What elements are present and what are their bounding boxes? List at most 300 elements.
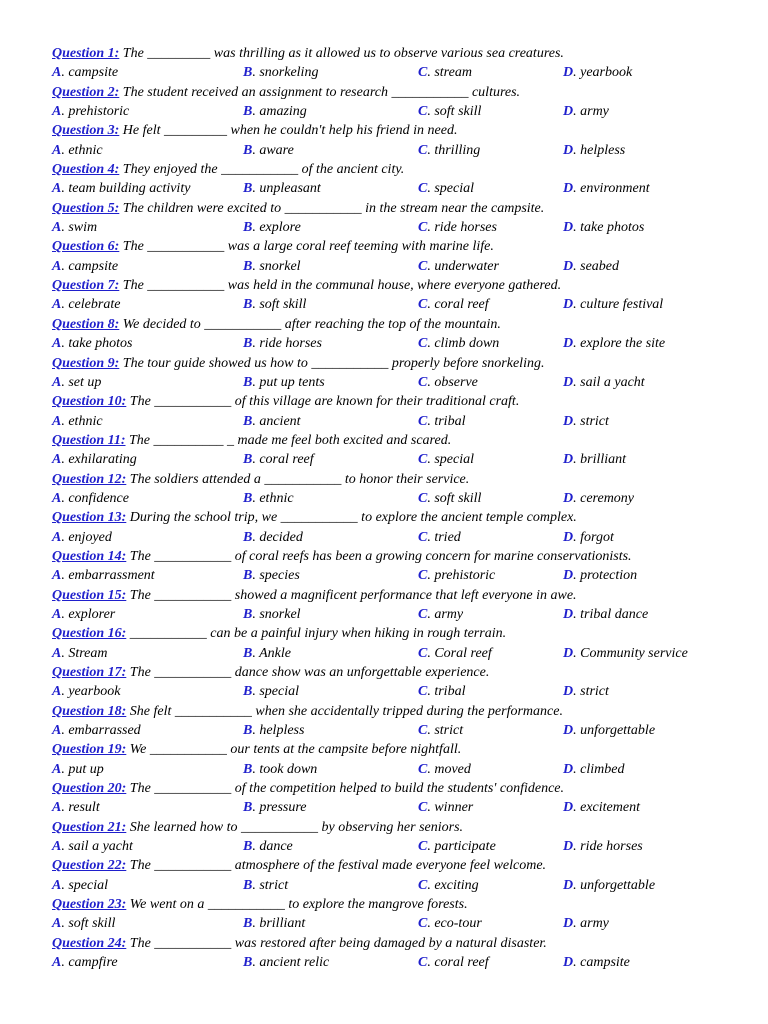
question-stem xyxy=(0,237,768,256)
option-dot: . xyxy=(252,606,260,622)
option-b xyxy=(243,837,293,856)
option-c xyxy=(418,914,482,933)
option-text: explore the site xyxy=(580,336,666,352)
question-item xyxy=(0,276,768,315)
option-letter: A xyxy=(52,220,62,236)
option-letter: C xyxy=(418,413,428,429)
question-number: Question 17: xyxy=(52,665,127,680)
option-dot: . xyxy=(61,568,69,584)
option-letter: B xyxy=(243,877,253,893)
option-text: ancient xyxy=(259,413,301,429)
option-letter: C xyxy=(418,877,428,893)
option-dot: . xyxy=(427,839,435,855)
option-b xyxy=(243,798,307,817)
option-letter: B xyxy=(243,916,253,932)
question-text: During the school trip, we ___________ to explore the ancient temple complex. xyxy=(129,510,577,526)
option-letter: C xyxy=(418,645,428,661)
option-b xyxy=(243,141,294,160)
answer-options xyxy=(0,837,768,856)
option-letter: C xyxy=(418,336,428,352)
option-dot: . xyxy=(573,723,581,739)
answer-options xyxy=(0,179,768,198)
option-letter: D xyxy=(563,374,574,390)
option-text: climbed xyxy=(580,761,625,777)
question-item xyxy=(0,199,768,238)
answer-options xyxy=(0,721,768,740)
question-text: We went on a ___________ to explore the mangrove forests. xyxy=(129,897,468,913)
option-dot: . xyxy=(252,65,260,81)
question-item xyxy=(0,392,768,431)
option-text: helpless xyxy=(259,723,305,739)
option-text: amazing xyxy=(259,104,307,120)
option-dot: . xyxy=(427,684,435,700)
option-dot: . xyxy=(427,258,435,274)
option-letter: B xyxy=(243,65,253,81)
answer-options xyxy=(0,373,768,392)
option-c xyxy=(418,179,474,198)
option-dot: . xyxy=(573,955,581,971)
option-dot: . xyxy=(573,297,581,313)
option-letter: A xyxy=(52,684,62,700)
option-letter: C xyxy=(418,955,428,971)
question-number: Question 22: xyxy=(52,858,127,874)
option-text: campfire xyxy=(68,955,118,971)
option-letter: D xyxy=(563,220,574,236)
option-letter: D xyxy=(563,65,574,81)
question-item xyxy=(0,354,768,393)
option-text: strict xyxy=(434,723,464,739)
option-letter: C xyxy=(418,761,428,777)
option-dot: . xyxy=(252,529,260,545)
option-text: eco-tour xyxy=(434,916,482,932)
question-item xyxy=(0,702,768,741)
option-dot: . xyxy=(427,104,435,120)
option-d xyxy=(563,179,650,198)
option-dot: . xyxy=(61,684,69,700)
option-text: protection xyxy=(580,568,638,584)
question-item xyxy=(0,160,768,199)
question-stem xyxy=(0,44,768,63)
question-text: The tour guide showed us how to ___________ properly before snorkeling. xyxy=(122,355,545,371)
question-item xyxy=(0,470,768,509)
option-letter: B xyxy=(243,413,253,429)
question-stem xyxy=(0,276,768,295)
option-dot: . xyxy=(61,374,69,390)
question-stem xyxy=(0,547,768,566)
option-text: seabed xyxy=(580,258,620,274)
option-letter: C xyxy=(418,606,428,622)
option-letter: C xyxy=(418,258,428,274)
option-text: Stream xyxy=(68,645,108,661)
option-dot: . xyxy=(573,452,581,468)
option-text: sail a yacht xyxy=(68,839,133,855)
question-number: Question 18: xyxy=(52,703,127,719)
option-c xyxy=(418,141,480,160)
option-letter: C xyxy=(418,684,428,700)
answer-options xyxy=(0,489,768,508)
option-text: take photos xyxy=(580,220,645,236)
option-b xyxy=(243,63,318,82)
option-letter: D xyxy=(563,258,574,274)
question-stem xyxy=(0,895,768,914)
question-item xyxy=(0,856,768,895)
option-letter: A xyxy=(52,568,62,584)
option-c xyxy=(418,837,496,856)
question-stem xyxy=(0,702,768,721)
question-stem xyxy=(0,315,768,334)
question-stem xyxy=(0,354,768,373)
option-text: dance xyxy=(259,839,293,855)
question-text: The ___________ was restored after being damaged by a natural disaster. xyxy=(129,935,547,951)
option-text: ethnic xyxy=(68,142,103,158)
option-letter: D xyxy=(563,761,574,777)
option-dot: . xyxy=(61,452,69,468)
option-c xyxy=(418,450,474,469)
option-text: campsite xyxy=(580,955,630,971)
question-text: She felt ___________ when she accidentally tripped during the performance. xyxy=(129,703,563,719)
option-text: coral reef xyxy=(259,452,314,468)
option-text: winner xyxy=(434,800,474,816)
option-letter: A xyxy=(52,374,62,390)
option-letter: C xyxy=(418,529,428,545)
option-letter: D xyxy=(563,413,574,429)
option-d xyxy=(563,605,648,624)
option-dot: . xyxy=(427,529,435,545)
question-text: The ___________ showed a magnificent performance that left everyone in awe. xyxy=(129,587,577,603)
option-c xyxy=(418,412,465,431)
option-letter: A xyxy=(52,839,62,855)
option-b xyxy=(243,412,301,431)
option-letter: A xyxy=(52,336,62,352)
option-d xyxy=(563,528,614,547)
option-d xyxy=(563,102,609,121)
option-text: underwater xyxy=(434,258,499,274)
option-a xyxy=(52,566,155,585)
option-b xyxy=(243,373,325,392)
option-letter: C xyxy=(418,916,428,932)
option-text: ride horses xyxy=(259,336,322,352)
option-dot: . xyxy=(61,181,69,197)
option-dot: . xyxy=(252,916,260,932)
option-text: coral reef xyxy=(434,955,489,971)
question-text: He felt _________ when he couldn't help his friend in need. xyxy=(122,123,458,139)
option-letter: D xyxy=(563,606,574,622)
option-dot: . xyxy=(252,297,260,313)
option-letter: D xyxy=(563,645,574,661)
option-letter: C xyxy=(418,65,428,81)
answer-options xyxy=(0,876,768,895)
question-number: Question 14: xyxy=(52,548,127,564)
option-text: soft skill xyxy=(68,916,116,932)
question-text: The student received an assignment to research ___________ cultures. xyxy=(122,84,521,100)
option-letter: D xyxy=(563,142,574,158)
answer-options xyxy=(0,605,768,624)
option-text: yearbook xyxy=(68,684,121,700)
option-letter: A xyxy=(52,258,62,274)
option-letter: B xyxy=(243,336,253,352)
option-letter: D xyxy=(563,955,574,971)
answer-options xyxy=(0,760,768,779)
question-item xyxy=(0,431,768,470)
option-c xyxy=(418,528,461,547)
option-text: participate xyxy=(434,839,496,855)
option-dot: . xyxy=(427,220,435,236)
option-c xyxy=(418,566,495,585)
option-text: special xyxy=(434,452,474,468)
question-text: They enjoyed the ___________ of the ancient city. xyxy=(122,162,405,178)
option-dot: . xyxy=(61,413,69,429)
option-c xyxy=(418,644,492,663)
option-text: stream xyxy=(434,65,472,81)
option-text: tribal xyxy=(434,684,466,700)
option-d xyxy=(563,721,655,740)
option-text: special xyxy=(259,684,299,700)
question-text: The __________ _ made me feel both excited and scared. xyxy=(129,432,452,448)
option-text: campsite xyxy=(68,65,119,81)
option-a xyxy=(52,218,97,237)
option-dot: . xyxy=(573,336,581,352)
option-text: ethnic xyxy=(68,413,103,429)
question-text: The ___________ was a large coral reef teeming with marine life. xyxy=(122,239,494,255)
option-text: ride horses xyxy=(580,839,643,855)
option-letter: A xyxy=(52,761,62,777)
option-letter: A xyxy=(52,723,62,739)
option-dot: . xyxy=(252,142,260,158)
question-stem xyxy=(0,934,768,953)
option-b xyxy=(243,102,307,121)
question-number: Question 4: xyxy=(52,162,120,178)
option-b xyxy=(243,721,304,740)
option-d xyxy=(563,450,626,469)
option-d xyxy=(563,876,655,895)
question-number: Question 10: xyxy=(52,394,127,410)
option-d xyxy=(563,566,637,585)
option-letter: C xyxy=(418,800,428,816)
option-dot: . xyxy=(427,374,435,390)
option-dot: . xyxy=(252,413,260,429)
option-dot: . xyxy=(573,916,581,932)
question-stem xyxy=(0,508,768,527)
option-b xyxy=(243,528,303,547)
question-text: The children were excited to ___________ in the stream near the campsite. xyxy=(122,200,545,216)
option-letter: A xyxy=(52,452,62,468)
option-letter: B xyxy=(243,645,253,661)
question-stem xyxy=(0,740,768,759)
question-text: The ___________ was held in the communal house, where everyone gathered. xyxy=(122,278,562,294)
answer-options xyxy=(0,63,768,82)
question-text: The ___________ of the competition helped to build the students' confidence. xyxy=(129,781,564,797)
option-dot: . xyxy=(427,761,435,777)
option-letter: C xyxy=(418,181,428,197)
question-item xyxy=(0,895,768,934)
option-text: army xyxy=(434,606,464,622)
option-a xyxy=(52,953,118,972)
option-text: observe xyxy=(434,374,478,390)
option-d xyxy=(563,914,609,933)
option-c xyxy=(418,373,478,392)
option-text: strict xyxy=(259,877,289,893)
option-b xyxy=(243,295,306,314)
option-text: take photos xyxy=(68,336,133,352)
question-stem xyxy=(0,160,768,179)
option-text: campsite xyxy=(68,258,119,274)
question-stem xyxy=(0,121,768,140)
answer-options xyxy=(0,295,768,314)
option-d xyxy=(563,489,634,508)
option-dot: . xyxy=(427,65,435,81)
option-c xyxy=(418,876,479,895)
question-stem xyxy=(0,470,768,489)
option-text: Coral reef xyxy=(434,645,492,661)
option-b xyxy=(243,218,301,237)
question-number: Question 16: xyxy=(52,626,127,642)
option-a xyxy=(52,334,133,353)
option-text: culture festival xyxy=(580,297,664,313)
answer-options xyxy=(0,914,768,933)
question-item xyxy=(0,83,768,122)
option-dot: . xyxy=(252,800,260,816)
option-letter: D xyxy=(563,839,574,855)
question-item xyxy=(0,624,768,663)
option-c xyxy=(418,295,489,314)
option-dot: . xyxy=(573,606,581,622)
answer-options xyxy=(0,450,768,469)
option-a xyxy=(52,798,100,817)
option-dot: . xyxy=(61,606,69,622)
question-text: The soldiers attended a ___________ to honor their service. xyxy=(129,471,470,487)
option-a xyxy=(52,837,133,856)
question-stem xyxy=(0,856,768,875)
option-text: explore xyxy=(259,220,301,236)
option-text: unforgettable xyxy=(580,723,656,739)
option-text: climb down xyxy=(434,336,500,352)
question-number: Question 2: xyxy=(52,84,120,100)
option-letter: C xyxy=(418,452,428,468)
option-letter: D xyxy=(563,529,574,545)
option-text: soft skill xyxy=(259,297,307,313)
option-letter: D xyxy=(563,452,574,468)
option-dot: . xyxy=(61,297,69,313)
option-text: army xyxy=(580,916,609,932)
option-text: yearbook xyxy=(580,65,633,81)
option-letter: B xyxy=(243,220,253,236)
question-text: The ___________ atmosphere of the festival made everyone feel welcome. xyxy=(129,858,547,874)
option-letter: A xyxy=(52,490,62,506)
option-dot: . xyxy=(61,955,69,971)
option-text: excitement xyxy=(580,800,640,816)
option-dot: . xyxy=(427,955,435,971)
option-c xyxy=(418,760,471,779)
option-c xyxy=(418,218,497,237)
answer-options xyxy=(0,412,768,431)
option-letter: A xyxy=(52,181,62,197)
question-list xyxy=(0,44,768,973)
option-b xyxy=(243,914,305,933)
option-a xyxy=(52,605,115,624)
option-b xyxy=(243,876,288,895)
question-stem xyxy=(0,431,768,450)
option-d xyxy=(563,760,624,779)
question-number: Question 21: xyxy=(52,819,127,835)
question-item xyxy=(0,586,768,625)
option-dot: . xyxy=(61,258,69,274)
option-dot: . xyxy=(252,568,260,584)
option-b xyxy=(243,644,291,663)
option-letter: D xyxy=(563,490,574,506)
option-b xyxy=(243,489,294,508)
option-dot: . xyxy=(61,65,69,81)
option-a xyxy=(52,721,141,740)
option-b xyxy=(243,760,317,779)
option-dot: . xyxy=(427,142,435,158)
option-letter: B xyxy=(243,529,253,545)
question-text: We ___________ our tents at the campsite before nightfall. xyxy=(129,742,462,758)
option-letter: B xyxy=(243,606,253,622)
option-text: put up xyxy=(68,761,104,777)
option-text: soft skill xyxy=(434,490,482,506)
option-letter: C xyxy=(418,142,428,158)
option-a xyxy=(52,63,118,82)
option-dot: . xyxy=(252,336,260,352)
option-c xyxy=(418,102,481,121)
question-text: The _________ was thrilling as it allowed us to observe various sea creatures. xyxy=(122,46,564,61)
option-letter: B xyxy=(243,181,253,197)
option-text: forgot xyxy=(580,529,614,545)
option-text: enjoyed xyxy=(68,529,112,545)
option-d xyxy=(563,837,643,856)
option-text: unpleasant xyxy=(259,181,321,197)
question-stem xyxy=(0,586,768,605)
option-c xyxy=(418,605,463,624)
question-number: Question 9: xyxy=(52,355,120,371)
option-dot: . xyxy=(252,877,260,893)
option-a xyxy=(52,528,112,547)
option-letter: A xyxy=(52,606,62,622)
option-b xyxy=(243,605,301,624)
option-dot: . xyxy=(427,800,435,816)
option-dot: . xyxy=(427,568,435,584)
option-letter: B xyxy=(243,839,253,855)
option-letter: A xyxy=(52,645,62,661)
option-letter: C xyxy=(418,723,428,739)
option-d xyxy=(563,953,630,972)
option-text: Ankle xyxy=(259,645,291,661)
option-dot: . xyxy=(427,645,435,661)
option-text: ceremony xyxy=(580,490,635,506)
option-dot: . xyxy=(573,877,581,893)
option-text: explorer xyxy=(68,606,116,622)
question-number: Question 5: xyxy=(52,200,120,216)
option-b xyxy=(243,179,321,198)
option-letter: C xyxy=(418,104,428,120)
option-dot: . xyxy=(61,490,69,506)
question-text: The ___________ of coral reefs has been a growing concern for marine conservationists. xyxy=(129,548,632,564)
option-dot: . xyxy=(252,181,260,197)
question-stem xyxy=(0,779,768,798)
option-dot: . xyxy=(252,955,260,971)
option-letter: A xyxy=(52,65,62,81)
option-b xyxy=(243,953,329,972)
question-number: Question 24: xyxy=(52,935,127,951)
option-text: special xyxy=(434,181,474,197)
option-text: coral reef xyxy=(434,297,489,313)
option-dot: . xyxy=(61,761,69,777)
option-text: moved xyxy=(434,761,471,777)
option-b xyxy=(243,682,299,701)
option-text: ancient relic xyxy=(259,955,330,971)
option-text: environment xyxy=(580,181,650,197)
option-a xyxy=(52,876,108,895)
